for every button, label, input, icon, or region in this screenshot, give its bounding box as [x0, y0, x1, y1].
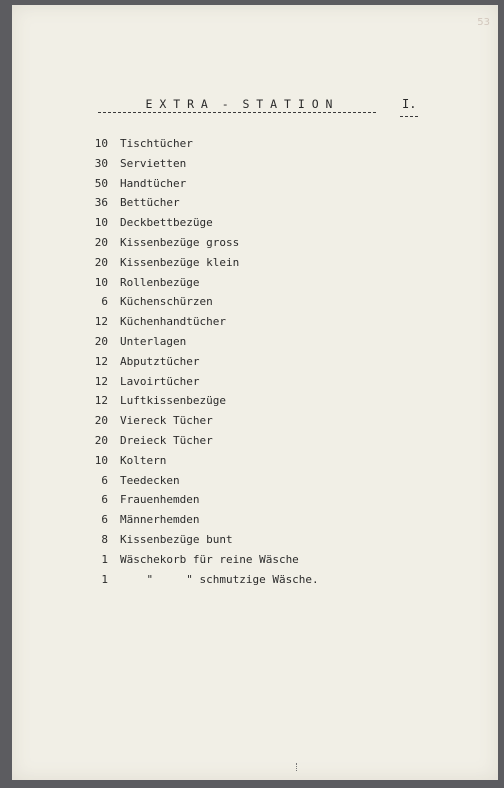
page-title: E X T R A - S T A T I O N: [145, 97, 333, 111]
section-underline: [400, 116, 418, 117]
item-quantity: 20: [94, 433, 108, 447]
stray-mark: [296, 763, 300, 771]
item-name: Frauenhemden: [120, 493, 200, 507]
item-quantity: 10: [94, 453, 108, 467]
page-number-mark: 53: [477, 17, 490, 28]
item-quantity: 8: [101, 532, 108, 546]
item-name: Koltern: [120, 453, 167, 467]
item-name: " " schmutzige Wäsche.: [120, 572, 319, 586]
title-block: [104, 97, 374, 113]
item-quantity: 10: [94, 275, 108, 289]
item-name: Kissenbezüge gross: [120, 235, 240, 249]
item-name: Viereck Tücher: [120, 414, 213, 428]
item-name: Handtücher: [120, 176, 187, 190]
section-number: I.: [402, 97, 417, 111]
item-name: Dreieck Tücher: [120, 433, 213, 447]
item-name: Luftkissenbezüge: [120, 394, 226, 408]
item-quantity: 1: [101, 572, 108, 586]
item-quantity: 6: [101, 473, 108, 487]
item-name: Tischtücher: [120, 137, 193, 150]
item-quantity: 12: [94, 354, 108, 368]
item-name: Kissenbezüge klein: [120, 255, 240, 269]
item-quantity: 12: [94, 394, 108, 408]
item-name: Abputztücher: [120, 354, 200, 368]
item-quantity: 30: [94, 156, 108, 170]
item-name: Wäschekorb für reine Wäsche: [120, 552, 299, 566]
item-quantity: 20: [94, 334, 108, 348]
item-name: Küchenhandtücher: [120, 315, 226, 329]
item-name: Lavoirtücher: [120, 374, 200, 388]
item-quantity: 10: [94, 137, 108, 150]
item-quantity: 20: [94, 414, 108, 428]
item-quantity: 20: [94, 235, 108, 249]
item-quantity: 6: [101, 513, 108, 527]
title-underline: [98, 112, 376, 113]
document-page: [12, 5, 498, 780]
item-name: Männerhemden: [120, 513, 200, 527]
item-quantity: 50: [94, 176, 108, 190]
item-name: Küchenschürzen: [120, 295, 213, 309]
item-name: Deckbettbezüge: [120, 216, 213, 230]
item-quantity: 6: [101, 295, 108, 309]
item-name: Unterlagen: [120, 334, 187, 348]
item-quantity: 6: [101, 493, 108, 507]
item-quantity: 1: [101, 552, 108, 566]
item-quantity: 12: [94, 374, 108, 388]
item-name: Kissenbezüge bunt: [120, 532, 233, 546]
item-quantity: 36: [94, 196, 108, 210]
item-quantity: 20: [94, 255, 108, 269]
item-name: Servietten: [120, 156, 187, 170]
item-name: Teedecken: [120, 473, 180, 487]
item-quantity: 10: [94, 216, 108, 230]
item-quantity: 12: [94, 315, 108, 329]
item-name: Rollenbezüge: [120, 275, 200, 289]
item-name: Bettücher: [120, 196, 180, 210]
